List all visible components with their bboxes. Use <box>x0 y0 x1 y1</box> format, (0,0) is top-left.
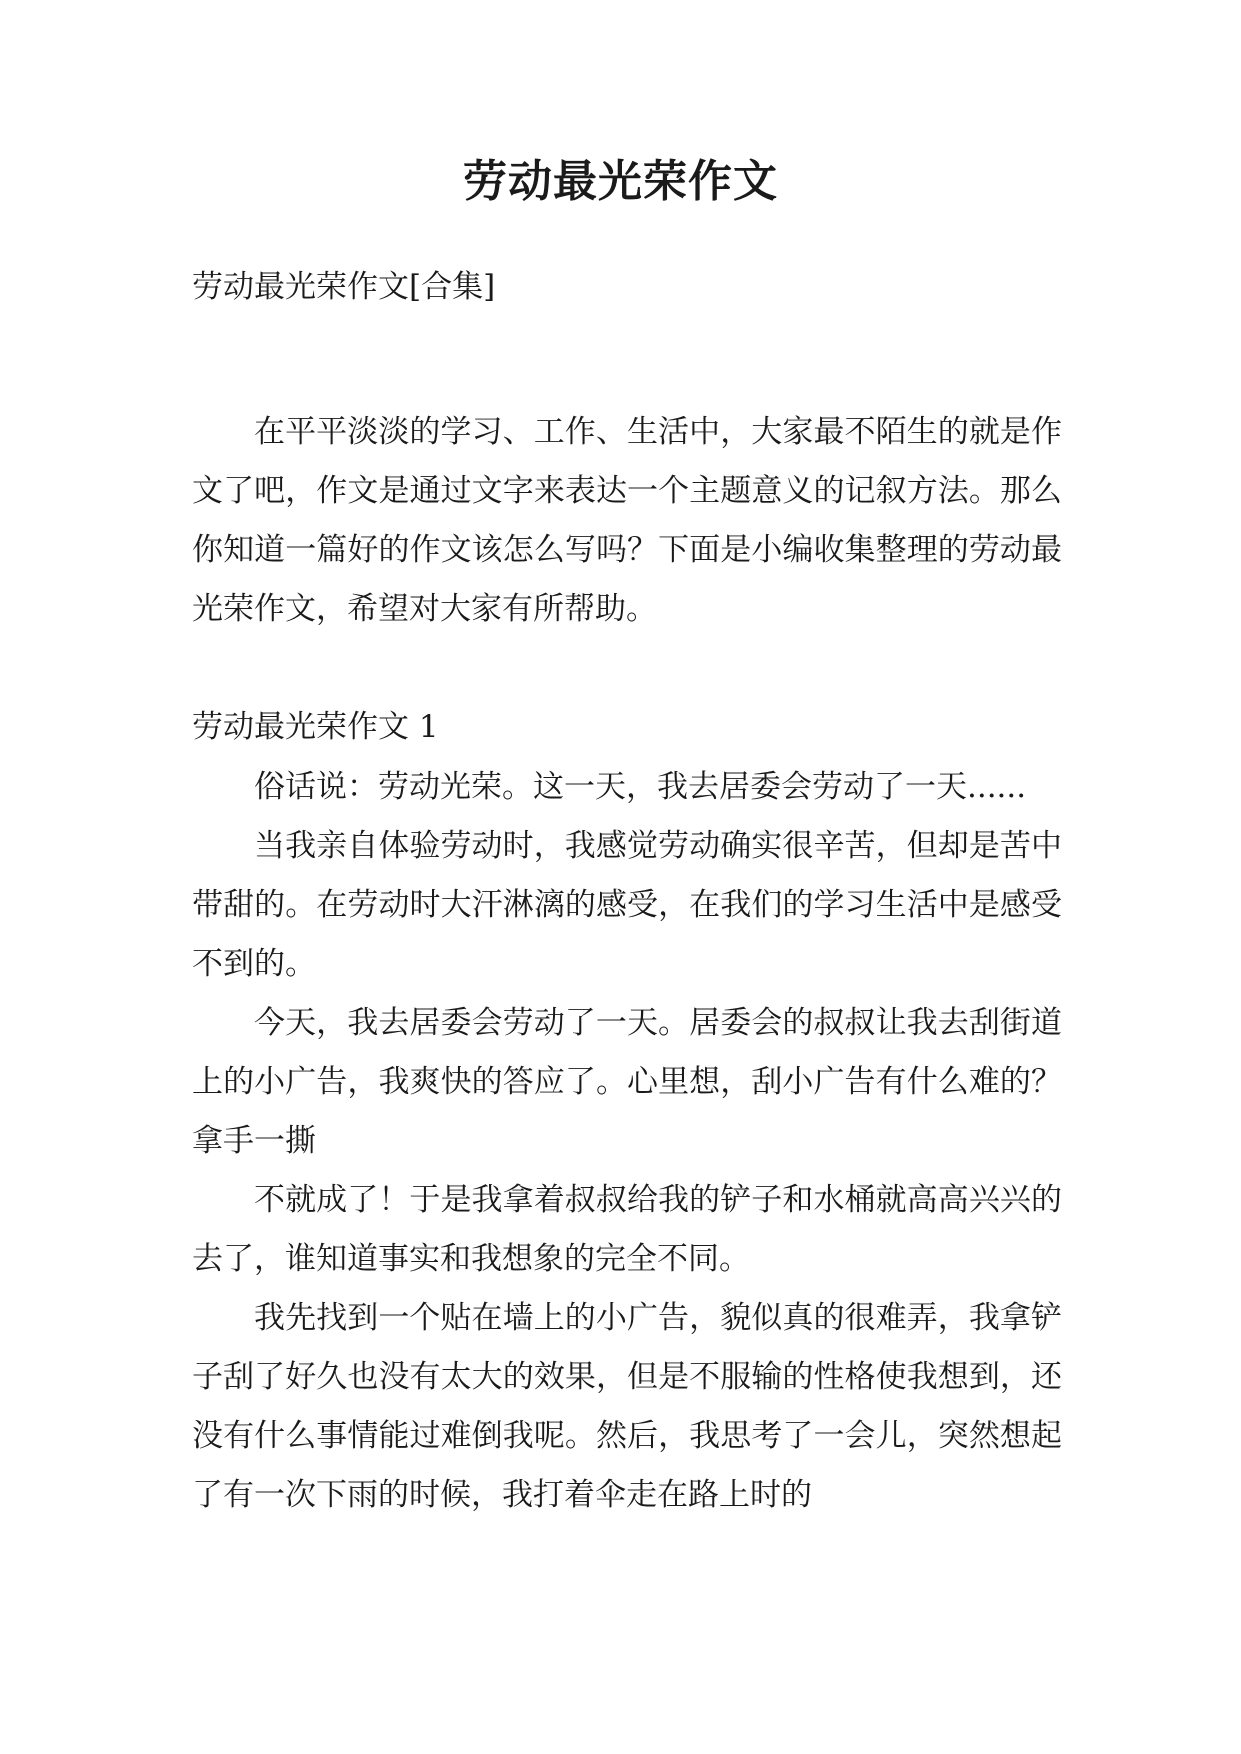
document-subtitle: 劳动最光荣作文[合集] <box>192 269 496 305</box>
body-paragraph: 今天，我去居委会劳动了一天。居委会的叔叔让我去刮街道上的小广告，我爽快的答应了。心里想，刮小广告有什么难的？拿手一撕 <box>192 1005 1062 1159</box>
body-paragraph: 我先找到一个贴在墙上的小广告，貌似真的很难弄，我拿铲子刮了好久也没有太大的效果，但是不服输的性格使我想到，还没有什么事情能过难倒我呢。然后，我思考了一会儿，突然想起了有一次下雨的时候，我打着伞走在路上时的 <box>192 1300 1062 1513</box>
section-heading: 劳动最光荣作文 1 <box>192 709 439 745</box>
essay-body <box>192 758 1062 1525</box>
body-paragraph: 当我亲自体验劳动时，我感觉劳动确实很辛苦，但却是苦中带甜的。在劳动时大汗淋漓的感受，在我们的学习生活中是感受不到的。 <box>192 828 1062 982</box>
intro-paragraph: 在平平淡淡的学习、工作、生活中，大家最不陌生的就是作文了吧，作文是通过文字来表达一个主题意义的记叙方法。那么你知道一篇好的作文该怎么写吗？下面是小编收集整理的劳动最光荣作文，希望对大家有所帮助。 <box>192 414 1062 627</box>
document-title: 劳动最光荣作文 <box>463 156 778 207</box>
body-paragraph: 不就成了！于是我拿着叔叔给我的铲子和水桶就高高兴兴的去了，谁知道事实和我想象的完全不同。 <box>192 1182 1062 1277</box>
body-paragraph: 俗话说：劳动光荣。这一天，我去居委会劳动了一天...... <box>254 769 1027 805</box>
